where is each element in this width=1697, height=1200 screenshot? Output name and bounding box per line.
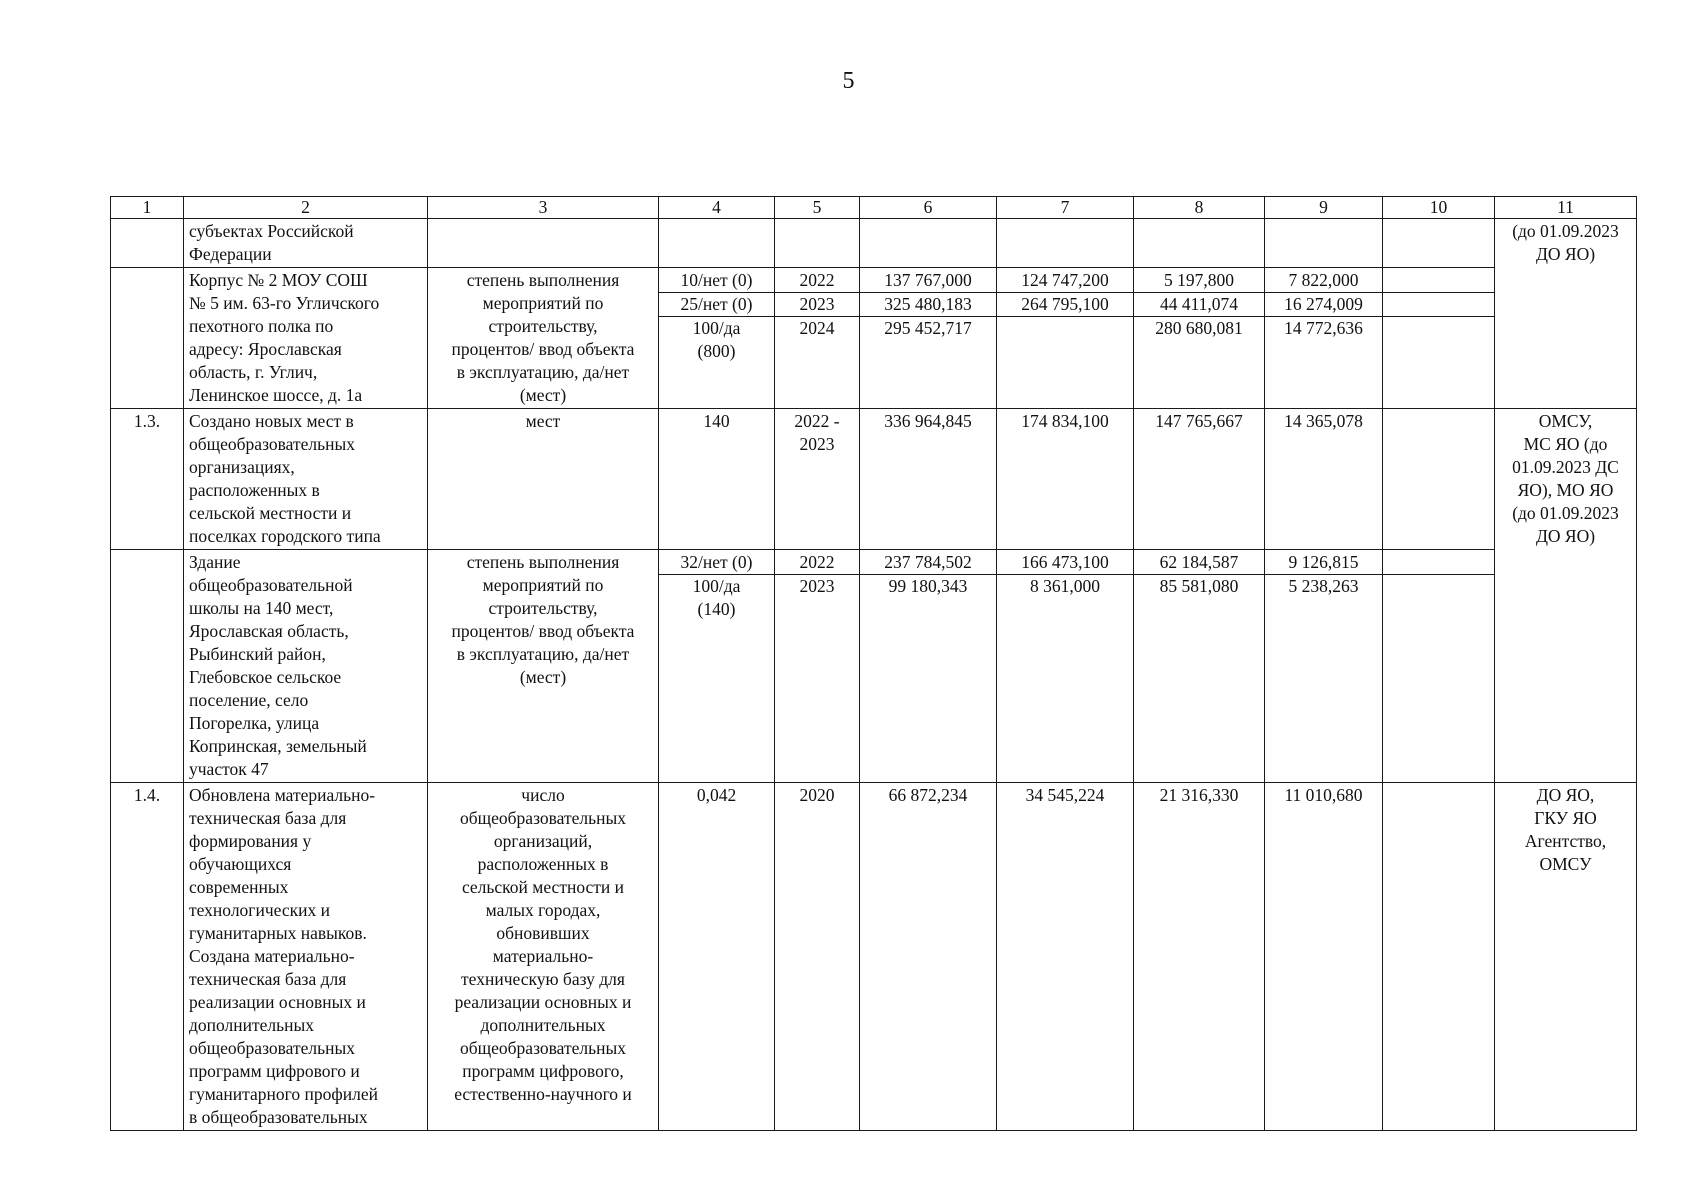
table-row: [111, 409, 1637, 550]
table-row: [111, 783, 1637, 1131]
column-number: 7: [997, 197, 1134, 219]
sub-line: 137 767,000: [860, 269, 996, 293]
sub-line: 2024: [799, 318, 835, 338]
cell-year: [775, 268, 860, 409]
sub-line: [1383, 293, 1494, 317]
sub-line: [997, 317, 1133, 340]
cell-total: [860, 268, 997, 409]
cell-value: [659, 268, 775, 409]
sub-line: 295 452,717: [884, 318, 972, 338]
sub-line: 5 238,263: [1288, 576, 1359, 596]
column-number: 6: [860, 197, 997, 219]
cell-regional: 21 316,330: [1134, 783, 1265, 1131]
cell-number: 1.4.: [111, 783, 184, 1131]
column-number: 2: [184, 197, 428, 219]
cell-federal: 174 834,100: [997, 409, 1134, 550]
table-row: [111, 219, 1637, 268]
cell-indicator: число общеобразовательных организаций, расположенных в сельской местности и малых городах, обновивших материально- техническую базу для реализации основных и дополнительных общеобразовательных программ цифрового, естественно-научного и: [428, 783, 659, 1131]
cell-name: Обновлена материально- техническая база для формирования у обучающихся современных технологических и гуманитарных навыков. Создана материально- техническая база для реализации основных и дополнительных общеобразовательных программ цифрового и гуманитарного профилей в общеобразовательных: [184, 783, 428, 1131]
cell-federal: [997, 268, 1134, 409]
sub-line: [1383, 551, 1494, 575]
cell-year: [775, 219, 860, 268]
cell-indicator: [428, 219, 659, 268]
sub-line: 325 480,183: [860, 293, 996, 317]
sub-line: [1383, 317, 1494, 340]
column-number: 11: [1495, 197, 1637, 219]
sub-line: [1383, 575, 1494, 598]
cell-other: [1383, 219, 1495, 268]
sub-line: 166 473,100: [997, 551, 1133, 575]
column-number: 9: [1265, 197, 1383, 219]
sub-line: 85 581,080: [1159, 576, 1239, 596]
cell-local: [1265, 219, 1383, 268]
cell-other: [1383, 783, 1495, 1131]
sub-line: 2022: [775, 551, 859, 575]
cell-name: Здание общеобразовательной школы на 140 мест, Ярославская область, Рыбинский район, Глебовское сельское поселение, село Погорелка, улица Копринская, земельный участок 47: [184, 550, 428, 783]
cell-executor: (до 01.09.2023 ДО ЯО): [1495, 219, 1637, 409]
sub-line: 2022: [775, 269, 859, 293]
sub-line: 7 822,000: [1265, 269, 1382, 293]
cell-local: 14 365,078: [1265, 409, 1383, 550]
column-number: 1: [111, 197, 184, 219]
sub-line: 100/да (800): [692, 318, 741, 361]
cell-total: 336 964,845: [860, 409, 997, 550]
cell-local: [1265, 268, 1383, 409]
cell-indicator: степень выполнения мероприятий по строительству, процентов/ ввод объекта в эксплуатацию, да/нет (мест): [428, 268, 659, 409]
cell-regional: [1134, 550, 1265, 783]
cell-regional: [1134, 219, 1265, 268]
sub-line: 264 795,100: [997, 293, 1133, 317]
cell-executor: ДО ЯО, ГКУ ЯО Агентство, ОМСУ: [1495, 783, 1637, 1131]
sub-line: 16 274,009: [1265, 293, 1382, 317]
sub-line: [1383, 269, 1494, 293]
cell-total: [860, 219, 997, 268]
cell-year: 2020: [775, 783, 860, 1131]
sub-line: 2023: [775, 293, 859, 317]
cell-local: [1265, 550, 1383, 783]
sub-line: 32/нет (0): [659, 551, 774, 575]
cell-value: [659, 550, 775, 783]
cell-year: [775, 550, 860, 783]
cell-federal: 34 545,224: [997, 783, 1134, 1131]
cell-federal: [997, 550, 1134, 783]
cell-other: [1383, 550, 1495, 783]
cell-other: [1383, 268, 1495, 409]
cell-local: 11 010,680: [1265, 783, 1383, 1131]
cell-number: [111, 550, 184, 783]
cell-value: 0,042: [659, 783, 775, 1131]
cell-total: 66 872,234: [860, 783, 997, 1131]
program-table: [110, 196, 1637, 1131]
sub-line: 237 784,502: [860, 551, 996, 575]
sub-line: 10/нет (0): [659, 269, 774, 293]
sub-line: 25/нет (0): [659, 293, 774, 317]
column-number: 10: [1383, 197, 1495, 219]
cell-total: [860, 550, 997, 783]
sub-line: 14 772,636: [1284, 318, 1363, 338]
column-number-row: [111, 197, 1637, 219]
sub-line: 280 680,081: [1155, 318, 1243, 338]
cell-regional: 147 765,667: [1134, 409, 1265, 550]
cell-value: 140: [659, 409, 775, 550]
sub-line: 100/да (140): [692, 576, 741, 619]
cell-name: субъектах Российской Федерации: [184, 219, 428, 268]
sub-line: 62 184,587: [1134, 551, 1264, 575]
cell-number: [111, 219, 184, 268]
sub-line: 9 126,815: [1265, 551, 1382, 575]
cell-other: [1383, 409, 1495, 550]
sub-line: 124 747,200: [997, 269, 1133, 293]
cell-indicator: степень выполнения мероприятий по строительству, процентов/ ввод объекта в эксплуатацию, да/нет (мест): [428, 550, 659, 783]
table-row: [111, 268, 1637, 409]
table-row: [111, 550, 1637, 783]
cell-executor: ОМСУ, МС ЯО (до 01.09.2023 ДС ЯО), МО ЯО (до 01.09.2023 ДО ЯО): [1495, 409, 1637, 783]
cell-year: 2022 - 2023: [775, 409, 860, 550]
column-number: 4: [659, 197, 775, 219]
column-number: 8: [1134, 197, 1265, 219]
cell-value: [659, 219, 775, 268]
page-number: 5: [842, 68, 855, 94]
column-number: 3: [428, 197, 659, 219]
sub-line: 99 180,343: [888, 576, 968, 596]
column-number: 5: [775, 197, 860, 219]
sub-line: 44 411,074: [1134, 293, 1264, 317]
cell-number: [111, 268, 184, 409]
cell-name: Корпус № 2 МОУ СОШ № 5 им. 63-го Угличского пехотного полка по адресу: Ярославская область, г. Углич, Ленинское шоссе, д. 1а: [184, 268, 428, 409]
cell-name: Создано новых мест в общеобразовательных организациях, расположенных в сельской местности и поселках городского типа: [184, 409, 428, 550]
cell-federal: [997, 219, 1134, 268]
cell-regional: [1134, 268, 1265, 409]
sub-line: 2023: [799, 576, 835, 596]
sub-line: 8 361,000: [1030, 576, 1100, 596]
cell-number: 1.3.: [111, 409, 184, 550]
sub-line: 5 197,800: [1134, 269, 1264, 293]
cell-indicator: мест: [428, 409, 659, 550]
